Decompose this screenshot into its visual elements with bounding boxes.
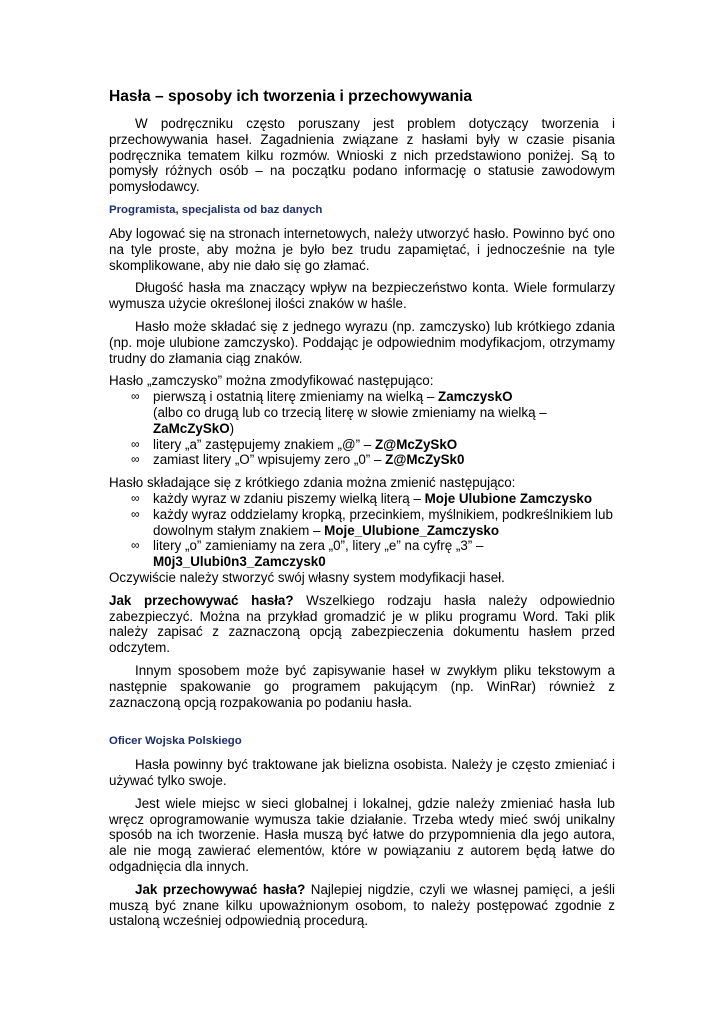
paragraph: Długość hasła ma znaczący wpływ na bezpieczeństwo konta. Wiele formularzy wymusza użycie określonej ilości znaków w haśle. [109, 280, 615, 312]
list-intro: Hasło składające się z krótkiego zdania można zmienić następująco: [109, 475, 516, 491]
paragraph: Oczywiście należy stworzyć swój własny system modyfikacji haseł. [109, 569, 505, 585]
list-item: ∞ zamiast litery „O” wpisujemy zero „0” – Z@McZySk0 [131, 452, 465, 468]
list-item: ∞ litery „a” zastępujemy znakiem „@” – Z@McZySkO [131, 436, 458, 452]
infinity-bullet-icon: ∞ [131, 490, 140, 505]
intro-paragraph: W podręczniku często poruszany jest problem dotyczący tworzenia i przechowywania haseł. Zagadnienia związane z hasłami były w czasie pisania podręcznika tematem kilku rozmów. Wnioski z nich przedstawiono poniżej. Są to pomysły różnych osób – na początku podano informację o statusie zawodowym pomysłodawcy. [109, 116, 615, 195]
section-heading-programmer: Programista, specjalista od baz danych [109, 203, 323, 216]
document-page [109, 88, 615, 929]
infinity-bullet-icon: ∞ [131, 538, 140, 553]
modification-list-word [109, 389, 615, 468]
paragraph: Jak przechowywać hasła? Najlepiej nigdzie, czyli we własnej pamięci, a jeśli muszą być znane kilku upoważnionym osobom, to należy postępować zgodnie z ustaloną wcześniej odpowiednią procedurą. [109, 881, 615, 929]
infinity-bullet-icon: ∞ [131, 506, 140, 521]
infinity-bullet-icon: ∞ [131, 436, 140, 451]
paragraph: Innym sposobem może być zapisywanie haseł w zwykłym pliku tekstowym a następnie spakowanie go programem pakującym (np. WinRar) również z zaznaczoną opcją rozpakowania po podaniu hasła. [109, 662, 615, 710]
paragraph: Jak przechowywać hasła? Wszelkiego rodzaju hasła należy odpowiednio zabezpieczyć. Można na przykład gromadzić je w pliku programu Word. Taki plik należy zapisać z zaznaczoną opcją zabezpieczenia dokumentu hasłem przed odczytem. [109, 592, 616, 656]
paragraph: Aby logować się na stronach internetowych, należy utworzyć hasło. Powinno być ono na tyle proste, aby można je było bez trudu zapamiętać, i jednocześnie na tyle skomplikowane, aby nie dało się go złamać. [109, 225, 615, 273]
paragraph: Hasła powinny być traktowane jak bielizna osobista. Należy je często zmieniać i używać tylko swoje. [109, 757, 615, 789]
paragraph: Hasło może składać się z jednego wyrazu (np. zamczysko) lub krótkiego zdania (np. moje ulubione zamczysko). Poddając je odpowiednim modyfikacjom, otrzymamy trudny do złamania ciąg znaków. [109, 318, 615, 366]
page-title: Hasła – sposoby ich tworzenia i przechowywania [109, 88, 473, 105]
modification-list-sentence [109, 491, 615, 570]
infinity-bullet-icon: ∞ [131, 389, 140, 404]
list-item: ∞ litery „o” zamieniamy na zera „0”, litery „e” na cyfrę „3” – M0j3_Ulubi0n3_Zamczysk0 [131, 538, 484, 570]
list-intro: Hasło „zamczysko” można zmodyfikować następująco: [109, 373, 434, 389]
paragraph: Jest wiele miejsc w sieci globalnej i lokalnej, gdzie należy zmieniać hasła lub wręcz oprogramowanie wymusza takie działanie. Trzeba wtedy mieć swój unikalny sposób na ich tworzenie. Hasła muszą być łatwe do przypomnienia dla jego autora, ale nie mogą zawierać elementów, które w powiązaniu z autorem będą łatwe do odgadnięcia dla innych. [109, 795, 615, 875]
section-heading-officer: Oficer Wojska Polskiego [109, 735, 242, 748]
list-item: ∞ każdy wyraz w zdaniu piszemy wielką literą – Moje Ulubione Zamczysko [131, 490, 593, 506]
list-item: ∞ pierwszą i ostatnią literę zmieniamy na wielką – ZamczyskO (albo co drugą lub co trzecią literę w słowie zmieniamy na wielką – ZaMcZySkO) [131, 389, 547, 436]
infinity-bullet-icon: ∞ [131, 452, 140, 467]
list-item: ∞ każdy wyraz oddzielamy kropką, przecinkiem, myślnikiem, podkreślnikiem lub dowolnym stałym znakiem – Moje_Ulubione_Zamczysko [131, 506, 613, 538]
